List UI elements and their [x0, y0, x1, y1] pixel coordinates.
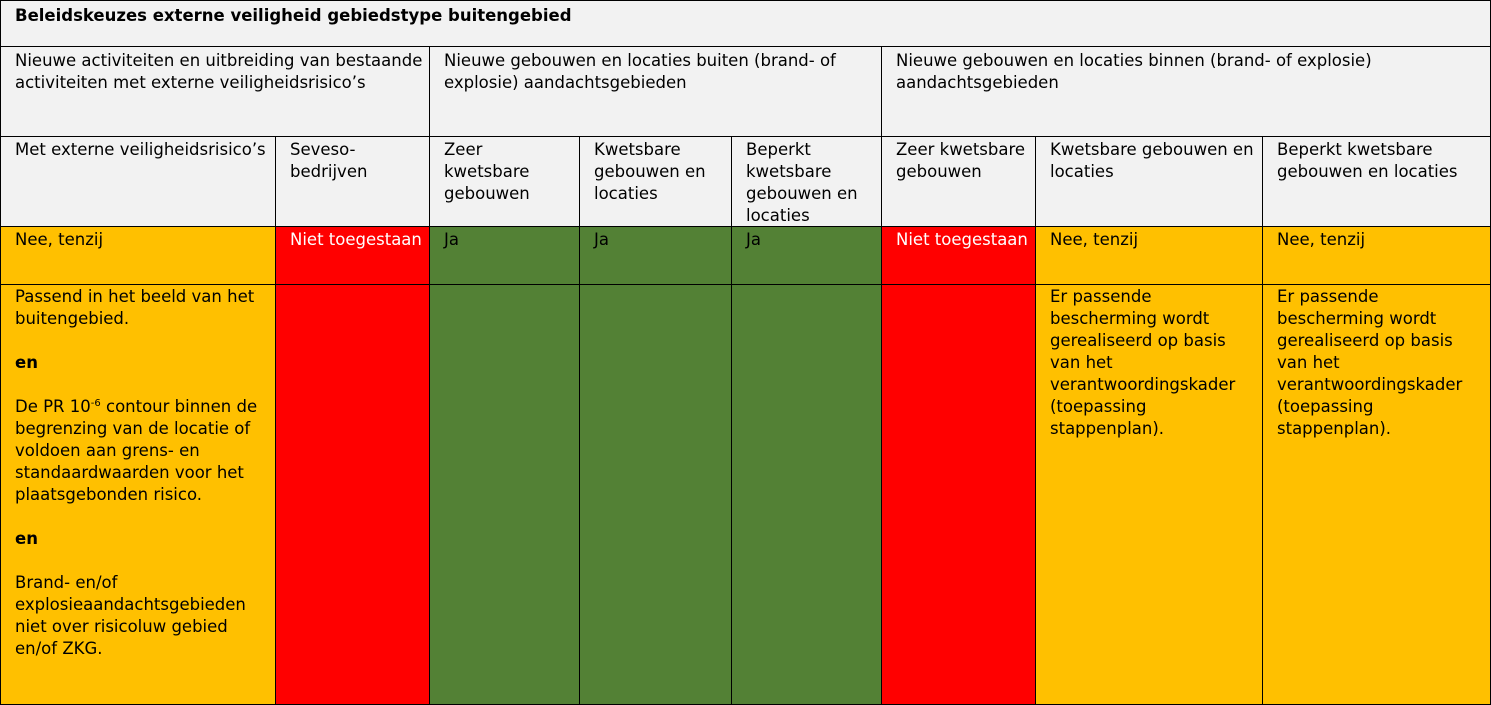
group-header-outside-zones: Nieuwe gebouwen en locaties buiten (brand- of explosie) aandachtsgebieden: [430, 47, 882, 137]
conditions-cell: [580, 285, 732, 705]
conditions-cell: [732, 285, 882, 705]
column-header: Zeer kwetsbare gebouwen: [882, 137, 1036, 227]
column-header: Kwetsbare gebouwen en locaties: [1036, 137, 1263, 227]
decision-cell: Nee, tenzij: [1036, 227, 1263, 285]
conditions-cell: [430, 285, 580, 705]
column-header: Met externe veiligheidsrisico’s: [0, 137, 276, 227]
and-label: en: [15, 529, 38, 548]
decision-cell: Niet toegestaan: [882, 227, 1036, 285]
table-title: Beleidskeuzes externe veiligheid gebiedstype buitengebied: [0, 0, 1491, 47]
condition-text: De PR $10^{-6}$ contour binnen de begrenzing van de locatie of voldoen aan grens- en standaardwaarden voor het plaatsgebonden risico.: [15, 397, 258, 504]
column-header: Beperkt kwetsbare gebouwen en locaties: [1263, 137, 1491, 227]
and-label: en: [15, 353, 38, 372]
column-header: Beperkt kwetsbare gebouwen en locaties: [732, 137, 882, 227]
condition-text: Passend in het beeld van het buitengebied.: [15, 287, 255, 328]
column-header: Kwetsbare gebouwen en locaties: [580, 137, 732, 227]
conditions-cell: [276, 285, 430, 705]
exponent: -6: [90, 398, 101, 409]
column-header: Seveso-bedrijven: [276, 137, 430, 227]
decision-cell: Nee, tenzij: [0, 227, 276, 285]
group-header-inside-zones: Nieuwe gebouwen en locaties binnen (brand- of explosie) aandachtsgebieden: [882, 47, 1491, 137]
decision-cell: Nee, tenzij: [1263, 227, 1491, 285]
conditions-cell: Er passende bescherming wordt gerealiseerd op basis van het verantwoordingskader (toepassing stappenplan).: [1036, 285, 1263, 705]
column-header: Zeer kwetsbare gebouwen: [430, 137, 580, 227]
decision-cell: Ja: [430, 227, 580, 285]
conditions-cell: [0, 285, 276, 705]
decision-cell: Ja: [732, 227, 882, 285]
condition-text: Brand- en/of explosieaandachtsgebieden niet over risicoluw gebied en/of ZKG.: [15, 573, 246, 658]
decision-cell: Niet toegestaan: [276, 227, 430, 285]
decision-cell: Ja: [580, 227, 732, 285]
conditions-cell: [882, 285, 1036, 705]
conditions-cell: Er passende bescherming wordt gerealiseerd op basis van het verantwoordingskader (toepassing stappenplan).: [1263, 285, 1491, 705]
group-header-activities: Nieuwe activiteiten en uitbreiding van bestaande activiteiten met externe veiligheidsrisico’s: [0, 47, 430, 137]
